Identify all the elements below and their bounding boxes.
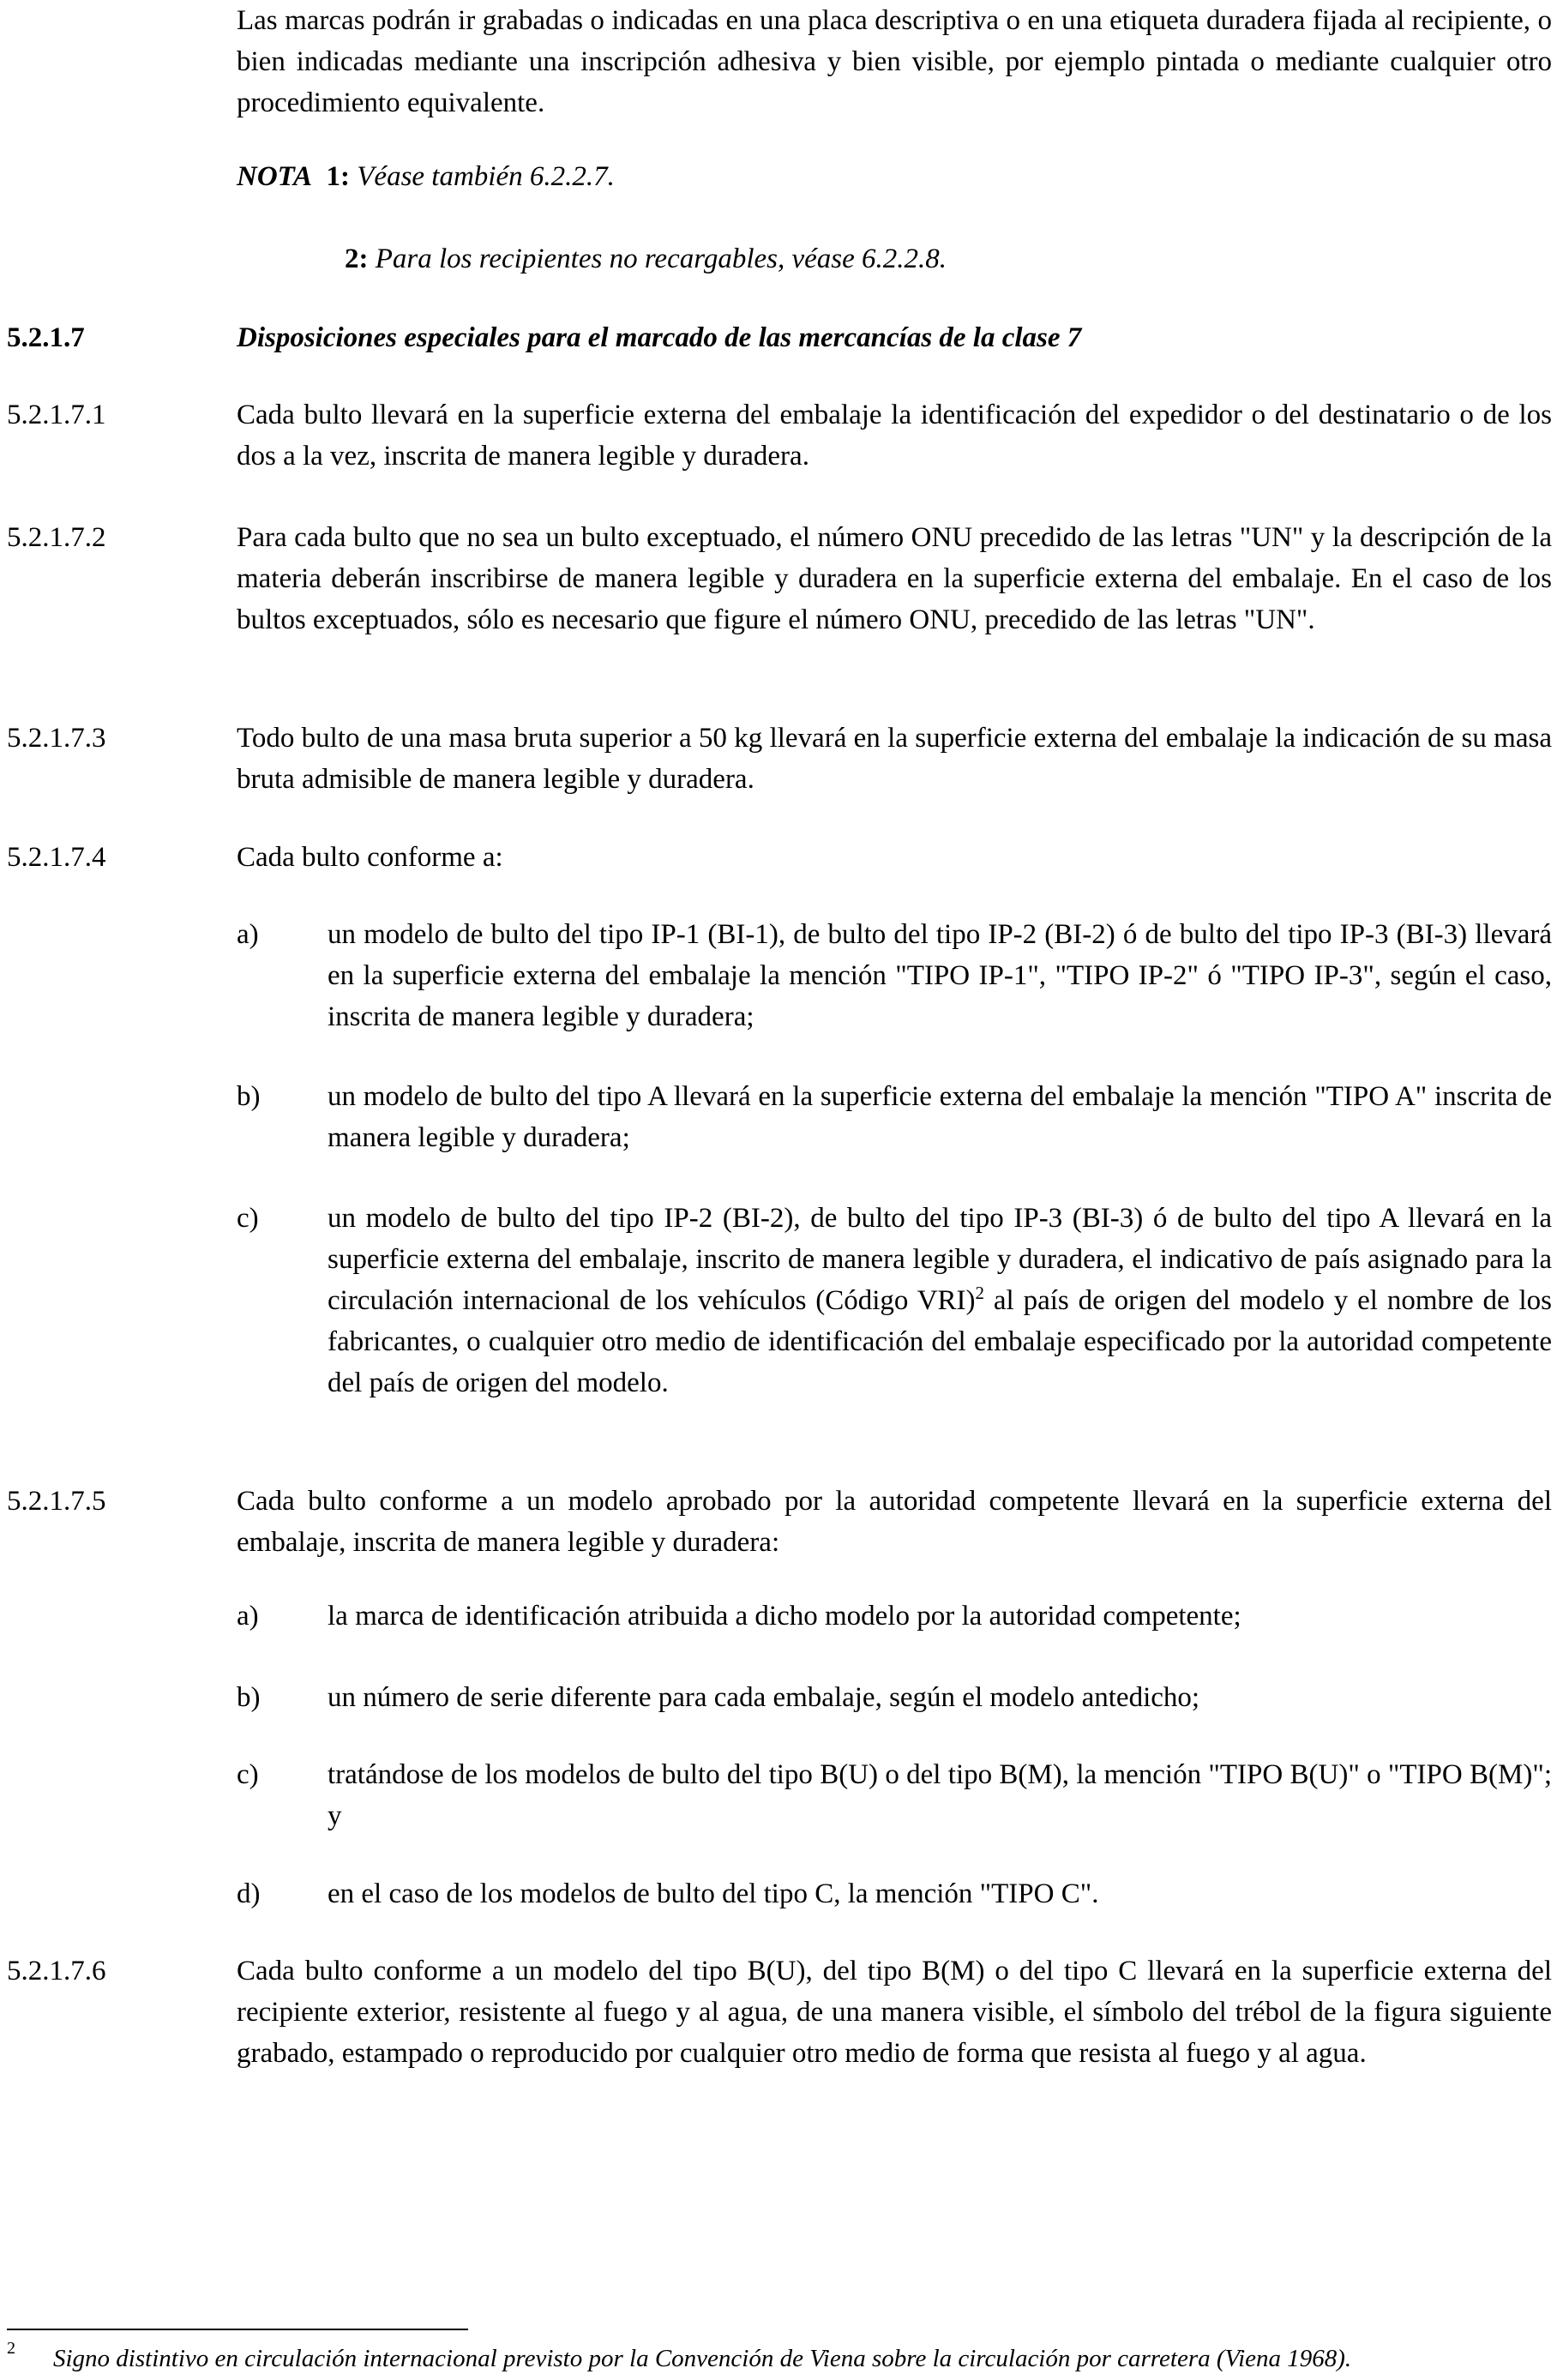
intro-paragraph: Las marcas podrán ir grabadas o indicadas en una placa descriptiva o en una etiqueta duradera fijada al recipiente, o bien indicadas mediante una inscripción adhesiva y bien visible, por ejemplo pintada o mediante cualquier otro procedimiento equivalente. [237,5,1552,118]
list-item-text: tratándose de los modelos de bulto del tipo B(U) o del tipo B(M), la mención "TIPO B(U)" o "TIPO B(M)"; y [328,1759,1552,1831]
list-item-text: un modelo de bulto del tipo IP-1 (BI-1), de bulto del tipo IP-2 (BI-2) ó de bulto del tipo IP-3 (BI-3) llevará en la superficie externa del embalaje la mención "TIPO IP-1", "TIPO IP-2" ó "TIPO IP-3", según el caso, inscrita de manera legible y duradera; [328,919,1552,1032]
paragraph-text-6: Cada bulto conforme a un modelo del tipo B(U), del tipo B(M) o del tipo C llevará en la superficie externa del recipiente exterior, resistente al fuego y al agua, de una manera visible, el símbolo del trébol de la figura siguiente grabado, estampado o reproducido por cualquier otro medio de forma que resista al fuego y al agua. [237,1956,1552,2069]
list-item-letter: a) [237,1601,259,1632]
paragraph-number-3: 5.2.1.7.3 [7,723,106,754]
footnote-reference: 2 [975,1283,985,1303]
note-label: NOTA [237,161,313,192]
list-item-letter: c) [237,1203,259,1234]
paragraph-number-1: 5.2.1.7.1 [7,400,106,430]
paragraph-number-6: 5.2.1.7.6 [7,1956,106,1986]
footnote-text: Signo distintivo en circulación internacional previsto por la Convención de Viena sobre la circulación por carretera (Viena 1968). [53,2345,1352,2372]
paragraph-text-5: Cada bulto conforme a un modelo aprobado por la autoridad competente llevará en la superficie externa del embalaje, inscrita de manera legible y duradera: [237,1486,1552,1558]
list-item-letter: c) [237,1759,259,1790]
list-item-text-part: un modelo de bulto del tipo IP-2 (BI-2), de bulto del tipo IP-3 (BI-3) ó de bulto del tipo A llevará en la superficie externa del embalaje, inscrito de manera legible y duradera, el indicativo de país asignado para la circulación internacional de los vehículos (Código VRI) [328,1203,1552,1316]
paragraph-number-2: 5.2.1.7.2 [7,522,106,553]
note-1-text: Véase también 6.2.2.7. [357,161,615,192]
footnote-mark: 2 [7,2339,15,2358]
section-number: 5.2.1.7 [7,322,85,353]
list-item-text: la marca de identificación atribuida a dicho modelo por la autoridad competente; [328,1601,1241,1632]
paragraph-number-4: 5.2.1.7.4 [7,842,106,873]
paragraph-text-3: Todo bulto de una masa bruta superior a 50 kg llevará en la superficie externa del embalaje la indicación de su masa bruta admisible de manera legible y duradera. [237,723,1552,795]
list-item-text [328,1198,1552,1403]
list-item-text-part: al país de origen del modelo y el nombre de los fabricantes, o cualquier otro medio de identificación del embalaje especificado por la autoridad competente del país de origen del modelo. [328,1285,1552,1398]
list-item-letter: d) [237,1878,261,1909]
paragraph-number-5: 5.2.1.7.5 [7,1486,106,1517]
paragraph-text-4: Cada bulto conforme a: [237,842,503,873]
list-item-letter: b) [237,1682,261,1713]
paragraph-text-1: Cada bulto llevará en la superficie externa del embalaje la identificación del expedidor o del destinatario o de los dos a la vez, inscrita de manera legible y duradera. [237,400,1552,472]
footnote-separator [7,2329,468,2330]
note-2 [345,238,947,279]
paragraph-text-2: Para cada bulto que no sea un bulto exceptuado, el número ONU precedido de las letras "UN" y la descripción de la materia deberán inscribirse de manera legible y duradera en la superficie externa del embalaje. En el caso de los bultos exceptuados, sólo es necesario que figure el número ONU, precedido de las letras "UN". [237,522,1552,635]
note-2-text: Para los recipientes no recargables, véase 6.2.2.8. [375,243,947,274]
note-2-number: 2: [345,243,369,274]
note-1 [237,156,615,197]
section-title: Disposiciones especiales para el marcado de las mercancías de la clase 7 [237,322,1082,353]
list-item-letter: b) [237,1081,261,1112]
list-item-text: en el caso de los modelos de bulto del tipo C, la mención "TIPO C". [328,1878,1099,1909]
list-item-letter: a) [237,919,259,950]
list-item-text: un número de serie diferente para cada embalaje, según el modelo antedicho; [328,1682,1200,1713]
list-item-text: un modelo de bulto del tipo A llevará en la superficie externa del embalaje la mención "TIPO A" inscrita de manera legible y duradera; [328,1081,1552,1153]
note-1-number: 1: [326,161,351,192]
